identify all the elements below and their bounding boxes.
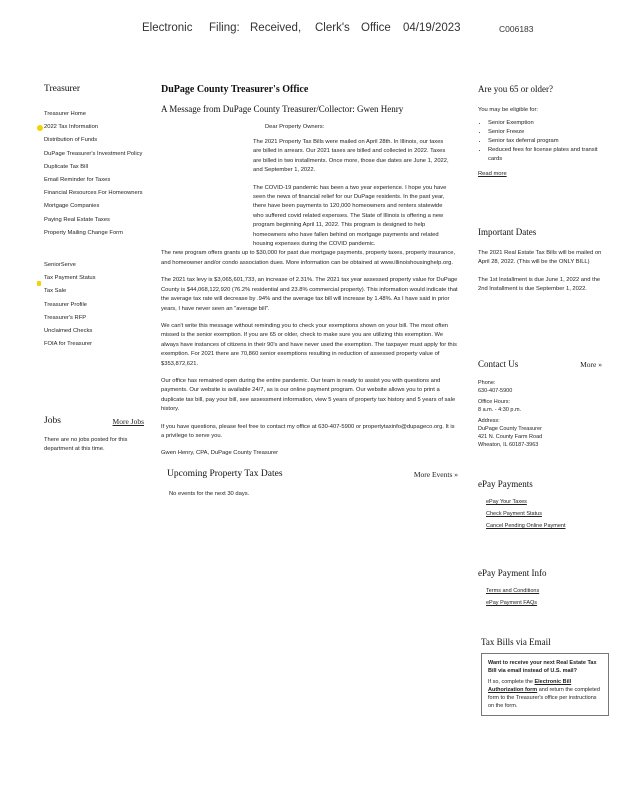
sidebar-item-seniorserve[interactable]: SeniorServe	[44, 262, 76, 269]
message-paragraph: We can't write this message without reminding you to check your exemptions shown on your bill. The most often missed is the senior exemption. If you are 65 or older, check to make sure you are utilizing this exemption. We always have instances of citizens in their 90's and have never used the exemption. The taxpayer must apply for this exemption. For 2021 there are 70,860 senior exemptions resulting in reduction of assessed property value of $353,872,621.	[161, 322, 457, 367]
email-bills-section	[481, 637, 605, 716]
stamp-word: Received,	[250, 22, 302, 34]
epay-section	[478, 479, 602, 530]
contact-more-link[interactable]: More »	[580, 360, 602, 369]
contact-section	[478, 359, 602, 449]
stamp-word: Office	[361, 22, 391, 34]
authorization-form-link[interactable]: Electronic Bill Authorization form	[488, 679, 572, 693]
epay-faqs-link[interactable]: ePay Payment FAQs	[486, 600, 538, 606]
email-bills-instructions	[488, 678, 602, 710]
jobs-empty-text: There are no jobs posted for this department at this time.	[44, 437, 128, 452]
sidebar-item-treasurer-home[interactable]: Treasurer Home	[44, 111, 86, 117]
highlight-mark-icon	[37, 281, 41, 286]
address-line: 421 N. County Farm Road	[478, 434, 543, 440]
left-sidebar	[44, 84, 144, 353]
address-label: Address:	[478, 418, 500, 424]
list-item: • Senior tax deferral program	[488, 137, 602, 146]
dates-section	[478, 227, 602, 294]
list-item: • Senior Exemption	[488, 119, 602, 128]
sidebar-item-mortgage-companies[interactable]: Mortgage Companies	[44, 203, 100, 210]
dates-paragraph: The 1st Installment is due June 1, 2022 and the 2nd Installment is due September 1, 2022.	[478, 277, 601, 292]
message-paragraph: The 2021 tax levy is $3,065,601,733, an increase of 2.31%. The 2021 tax year assessed property value for DuPage County is $44,068,122,920 (76.2% residential and 23.8% commercial property). This information would indicate that the average tax rate will decrease by .94% and the average tax bill will increase by 1.48%. As I have said in prior years, I have never seen an "average bill".	[161, 277, 458, 312]
events-empty-text: No events for the next 30 days.	[169, 490, 250, 497]
phone-value: 630-407-5900	[478, 388, 513, 394]
sidebar-item-duplicate-tax-bill[interactable]: Duplicate Tax Bill	[44, 163, 89, 170]
message-paragraph: If you have questions, please feel free to contact my office at 630-407-5900 or propertytaxinfo@dupageco.org. It is a privilege to serve you.	[161, 423, 455, 439]
instructions-text: If so, complete the	[488, 679, 533, 685]
hours-label: Office Hours:	[478, 399, 510, 405]
cancel-payment-link[interactable]: Cancel Pending Online Payment	[486, 523, 566, 529]
email-bills-title: Tax Bills via Email	[481, 637, 551, 647]
sidebar-item-tax-sale[interactable]: Tax Sale	[44, 288, 67, 295]
jobs-title: Jobs	[44, 416, 61, 426]
sidebar-item-investment-policy[interactable]: DuPage Treasurer's Investment Policy	[44, 150, 143, 157]
sidebar-nav	[44, 110, 144, 348]
hours-value: 8 a.m. - 4:30 p.m.	[478, 407, 522, 413]
instructions-text: and return the completed form to the Treasurer's office per instructions on the form.	[488, 687, 600, 709]
sidebar-item-unclaimed-checks[interactable]: Unclaimed Checks	[44, 328, 93, 335]
email-bills-question: Want to receive your next Real Estate Tax Bill via email instead of U.S. mail?	[488, 660, 597, 674]
sidebar-item-mailing-change-form[interactable]: Property Mailing Change Form	[44, 229, 123, 236]
sidebar-item-email-reminder[interactable]: Email Reminder for Taxes	[44, 177, 111, 184]
sidebar-title: Treasurer	[44, 84, 81, 94]
message-paragraph: The 2021 Property Tax Bills were mailed on April 28th. In Illinois, our taxes are billed in arrears. Our 2021 taxes are billed and collected in 2022. Taxes are billed in two installments. Once more, those due dates are June 1, 2022, and September 1, 2022.	[253, 139, 449, 174]
address-line: Wheaton, IL 60187-3963	[478, 442, 539, 448]
stamp-word: Filing:	[209, 22, 240, 34]
address-line: DuPage County Treasurer	[478, 426, 542, 432]
email-bills-box	[481, 653, 609, 716]
list-item: • Senior Freeze	[488, 128, 602, 137]
sidebar-item-2022-tax-information[interactable]: 2022 Tax Information	[44, 124, 99, 131]
sidebar-item-treasurer-profile[interactable]: Treasurer Profile	[44, 301, 87, 308]
senior-intro: You may be eligible for:	[478, 107, 539, 113]
more-events-link[interactable]: More Events »	[413, 469, 458, 479]
events-header	[161, 469, 458, 485]
senior-list	[478, 119, 602, 164]
phone-label: Phone:	[478, 380, 496, 386]
stamp-word: Clerk's	[315, 22, 350, 34]
jobs-section	[44, 416, 144, 453]
contact-title: Contact Us	[478, 359, 519, 369]
stamp-date: 04/19/2023	[403, 22, 461, 34]
salutation: Dear Property Owners:	[265, 124, 325, 130]
senior-section	[478, 84, 602, 179]
epay-taxes-link[interactable]: ePay Your Taxes	[486, 499, 527, 505]
main-content	[161, 84, 458, 497]
dates-title: Important Dates	[478, 227, 537, 237]
sidebar-gap	[44, 242, 144, 256]
stamp-code: C006183	[499, 24, 534, 34]
sidebar-item-treasurers-rfp[interactable]: Treasurer's RFP	[44, 314, 87, 321]
message-paragraph: The new program offers grants up to $30,000 for past due mortgage payments, property taxes, property insurance, and homeowner and/or condo association dues. More information can be obtained at www.illinoishousinghelp.org.	[161, 250, 456, 266]
events-title: Upcoming Property Tax Dates	[167, 468, 283, 479]
stamp-word: Electronic	[142, 22, 193, 34]
epay-title: ePay Payments	[478, 479, 533, 489]
sidebar-item-financial-resources[interactable]: Financial Resources For Homeowners	[44, 190, 143, 197]
sidebar-item-distribution-of-funds[interactable]: Distribution of Funds	[44, 137, 98, 144]
highlight-dot-icon	[37, 125, 43, 131]
list-item: • Reduced fees for license plates and transit cards	[488, 146, 602, 164]
message-heading: A Message from DuPage County Treasurer/Collector: Gwen Henry	[161, 104, 404, 114]
dates-paragraph: The 2021 Real Estate Tax Bills will be mailed on April 28, 2022. (This will be the ONLY BILL)	[478, 250, 602, 265]
terms-link[interactable]: Terms and Conditions	[486, 588, 540, 594]
sidebar-item-foia[interactable]: FOIA for Treasurer	[44, 341, 92, 348]
senior-title: Are you 65 or older?	[478, 84, 553, 94]
signature: Gwen Henry, CPA, DuPage County Treasurer	[161, 450, 279, 457]
sidebar-item-tax-payment-status[interactable]: Tax Payment Status	[44, 275, 96, 282]
payment-status-link[interactable]: Check Payment Status	[486, 511, 542, 517]
senior-read-more-link[interactable]: Read more	[478, 171, 507, 177]
sidebar-item-paying-taxes[interactable]: Paying Real Estate Taxes	[44, 216, 110, 223]
page-title: DuPage County Treasurer's Office	[161, 84, 309, 95]
message-paragraph: The COVID-19 pandemic has been a two year experience. I hope you have seen the news of financial relief for our DuPage residents. In the past year, there have been payments to 120,000 homeowners and renters statewide who suffered covid related expenses. The State of Illinois is offering a new program beginning April 11, 2022. This program is designed to help homeowners who have fallen behind on mortgage payments and related housing expenses during the COVID pandemic.	[253, 184, 447, 248]
message-paragraph: Our office has remained open during the entire pandemic. Our team is ready to assist you with questions and payments. Our website is available 24/7, as is our online payment program. Our website allows you to print a duplicate tax bill, pay your bill, see assessment information, view 5 years of property tax history and 5 years of sale history.	[161, 377, 456, 413]
epay-info-title: ePay Payment Info	[478, 568, 547, 578]
epay-info-section	[478, 568, 602, 607]
more-jobs-link[interactable]: More Jobs	[112, 417, 144, 426]
